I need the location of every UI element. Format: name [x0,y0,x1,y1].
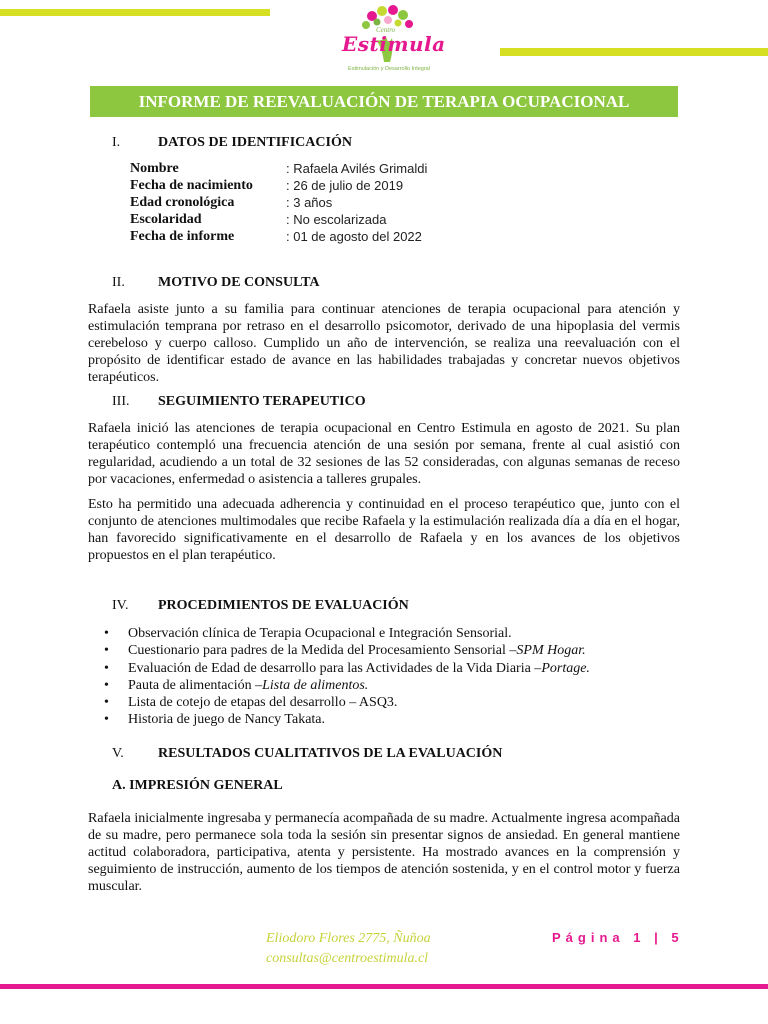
list-item [104,677,590,694]
top-right-accent-bar [500,48,768,56]
identification-fields [130,160,427,245]
paragraph-impresion: Rafaela inicialmente ingresaba y permanecía acompañada de su madre. Actualmente ingresa acompañada de su madre, pero permanece sola toda la sesión sin presentar signos de ansiedad. En general mantiene actitud colaboradora, participativa, atenta y persistente. Ha mostrado avances en la comprensión y seguimiento de instrucción, aumento de los tiempos de atención sostenida, y en el control motor y fuerza muscular. [88,811,680,894]
bullet-icon: • [104,660,109,676]
section-title: SEGUIMIENTO TERAPEUTICO [158,394,366,409]
field-label: Fecha de informe [130,229,235,244]
top-left-accent-bar [0,9,270,16]
section-title: MOTIVO DE CONSULTA [158,275,320,290]
section-heading-procedimientos [112,598,409,614]
field-row [130,228,427,245]
section-title: PROCEDIMIENTOS DE EVALUACIÓN [158,598,409,613]
logo-small-text: Centro [376,26,396,34]
list-item [104,711,590,728]
field-value: : 01 de agosto del 2022 [286,229,422,244]
footer-email[interactable]: consultas@centroestimula.cl [266,951,429,966]
logo-tagline: Estimulación y Desarrollo Integral [348,66,430,72]
section-heading-identificacion [112,135,352,151]
list-item-text: Pauta de alimentación – [128,677,263,693]
section-number: IV. [112,598,129,613]
list-item-text: Lista de cotejo de etapas del desarrollo – ASQ3. [128,695,398,711]
field-row [130,177,427,194]
field-value: : 26 de julio de 2019 [286,178,404,193]
list-item [104,694,590,711]
bottom-accent-bar [0,984,768,989]
footer-contact [266,929,431,969]
paragraph-seguimiento-1: Rafaela inició las atenciones de terapia ocupacional en Centro Estimula en agosto de 2021. Su plan terapéutico contempló una frecuencia atención de una sesión por semana, frente al cual asistió con regularidad, acudiendo a un total de 32 sesiones de las 52 consideradas, con algunas semanas de receso por vacaciones, enfermedad o asistencia a talleres grupales. [88,421,680,487]
field-label: Escolaridad [130,212,202,227]
bullet-icon: • [104,695,109,711]
paragraph-motivo: Rafaela asiste junto a su familia para continuar atenciones de terapia ocupacional para atención y estimulación temprana por retraso en el desarrollo psicomotor, derivado de una hipoplasia del vermis cerebeloso y cuerpo calloso. Cumplido un año de intervención, se realiza una reevaluación con el propósito de identificar estado de avance en las habilidades trabajadas y concretar nuevos objetivos terapéuticos. [88,302,680,385]
bullet-icon: • [104,712,109,728]
field-value: : Rafaela Avilés Grimaldi [286,161,428,176]
section-number: I. [112,135,121,150]
list-item-text: Cuestionario para padres de la Medida del Procesamiento Sensorial – [128,643,517,659]
bullet-icon: • [104,643,109,659]
section-title: RESULTADOS CUALITATIVOS DE LA EVALUACIÓN [158,746,503,761]
bullet-icon: • [104,626,109,641]
section-heading-seguimiento [112,394,366,410]
section-heading-resultados [112,746,502,762]
section-number: V. [112,746,124,761]
procedures-list [104,625,590,729]
list-item [104,642,590,659]
field-value: : 3 años [286,195,333,210]
section-number: III. [112,394,130,409]
list-item-text: Historia de juego de Nancy Takata. [128,712,326,728]
field-label: Fecha de nacimiento [130,178,253,193]
field-row [130,211,427,228]
list-item-text: Evaluación de Edad de desarrollo para las Actividades de la Vida Diaria – [128,660,542,676]
list-item-italic: Portage. [541,660,590,676]
bullet-icon: • [104,677,109,693]
centro-estimula-logo [336,2,446,76]
logo-wordmark: Estimula [342,32,446,56]
section-title: DATOS DE IDENTIFICACIÓN [158,135,352,150]
section-number: II. [112,275,125,290]
list-item-text: Observación clínica de Terapia Ocupacional e Integración Sensorial. [128,626,512,641]
footer-address: Eliodoro Flores 2775, Ñuñoa [266,931,431,946]
paragraph-seguimiento-2: Esto ha permitido una adecuada adherencia y continuidad en el proceso terapéutico que, junto con el conjunto de atenciones multimodales que recibe Rafaela y la estimulación realizada día a día en el hogar, han favorecido significativamente en el desarrollo de Rafaela y en los avances de los objetivos propuestos en el plan terapéutico. [88,497,680,563]
section-heading-motivo [112,275,320,291]
field-label: Nombre [130,161,179,176]
field-label: Edad cronológica [130,195,235,210]
page-number: Página 1 | 5 [552,930,684,945]
field-row [130,160,427,177]
list-item-italic: Lista de alimentos. [262,677,369,693]
list-item-italic: SPM Hogar. [516,643,586,659]
list-item [104,660,590,677]
field-row [130,194,427,211]
report-title: INFORME DE REEVALUACIÓN DE TERAPIA OCUPACIONAL [90,86,678,117]
list-item [104,625,590,642]
field-value: : No escolarizada [286,212,387,227]
subsection-heading-impresion: A. IMPRESIÓN GENERAL [112,778,283,793]
